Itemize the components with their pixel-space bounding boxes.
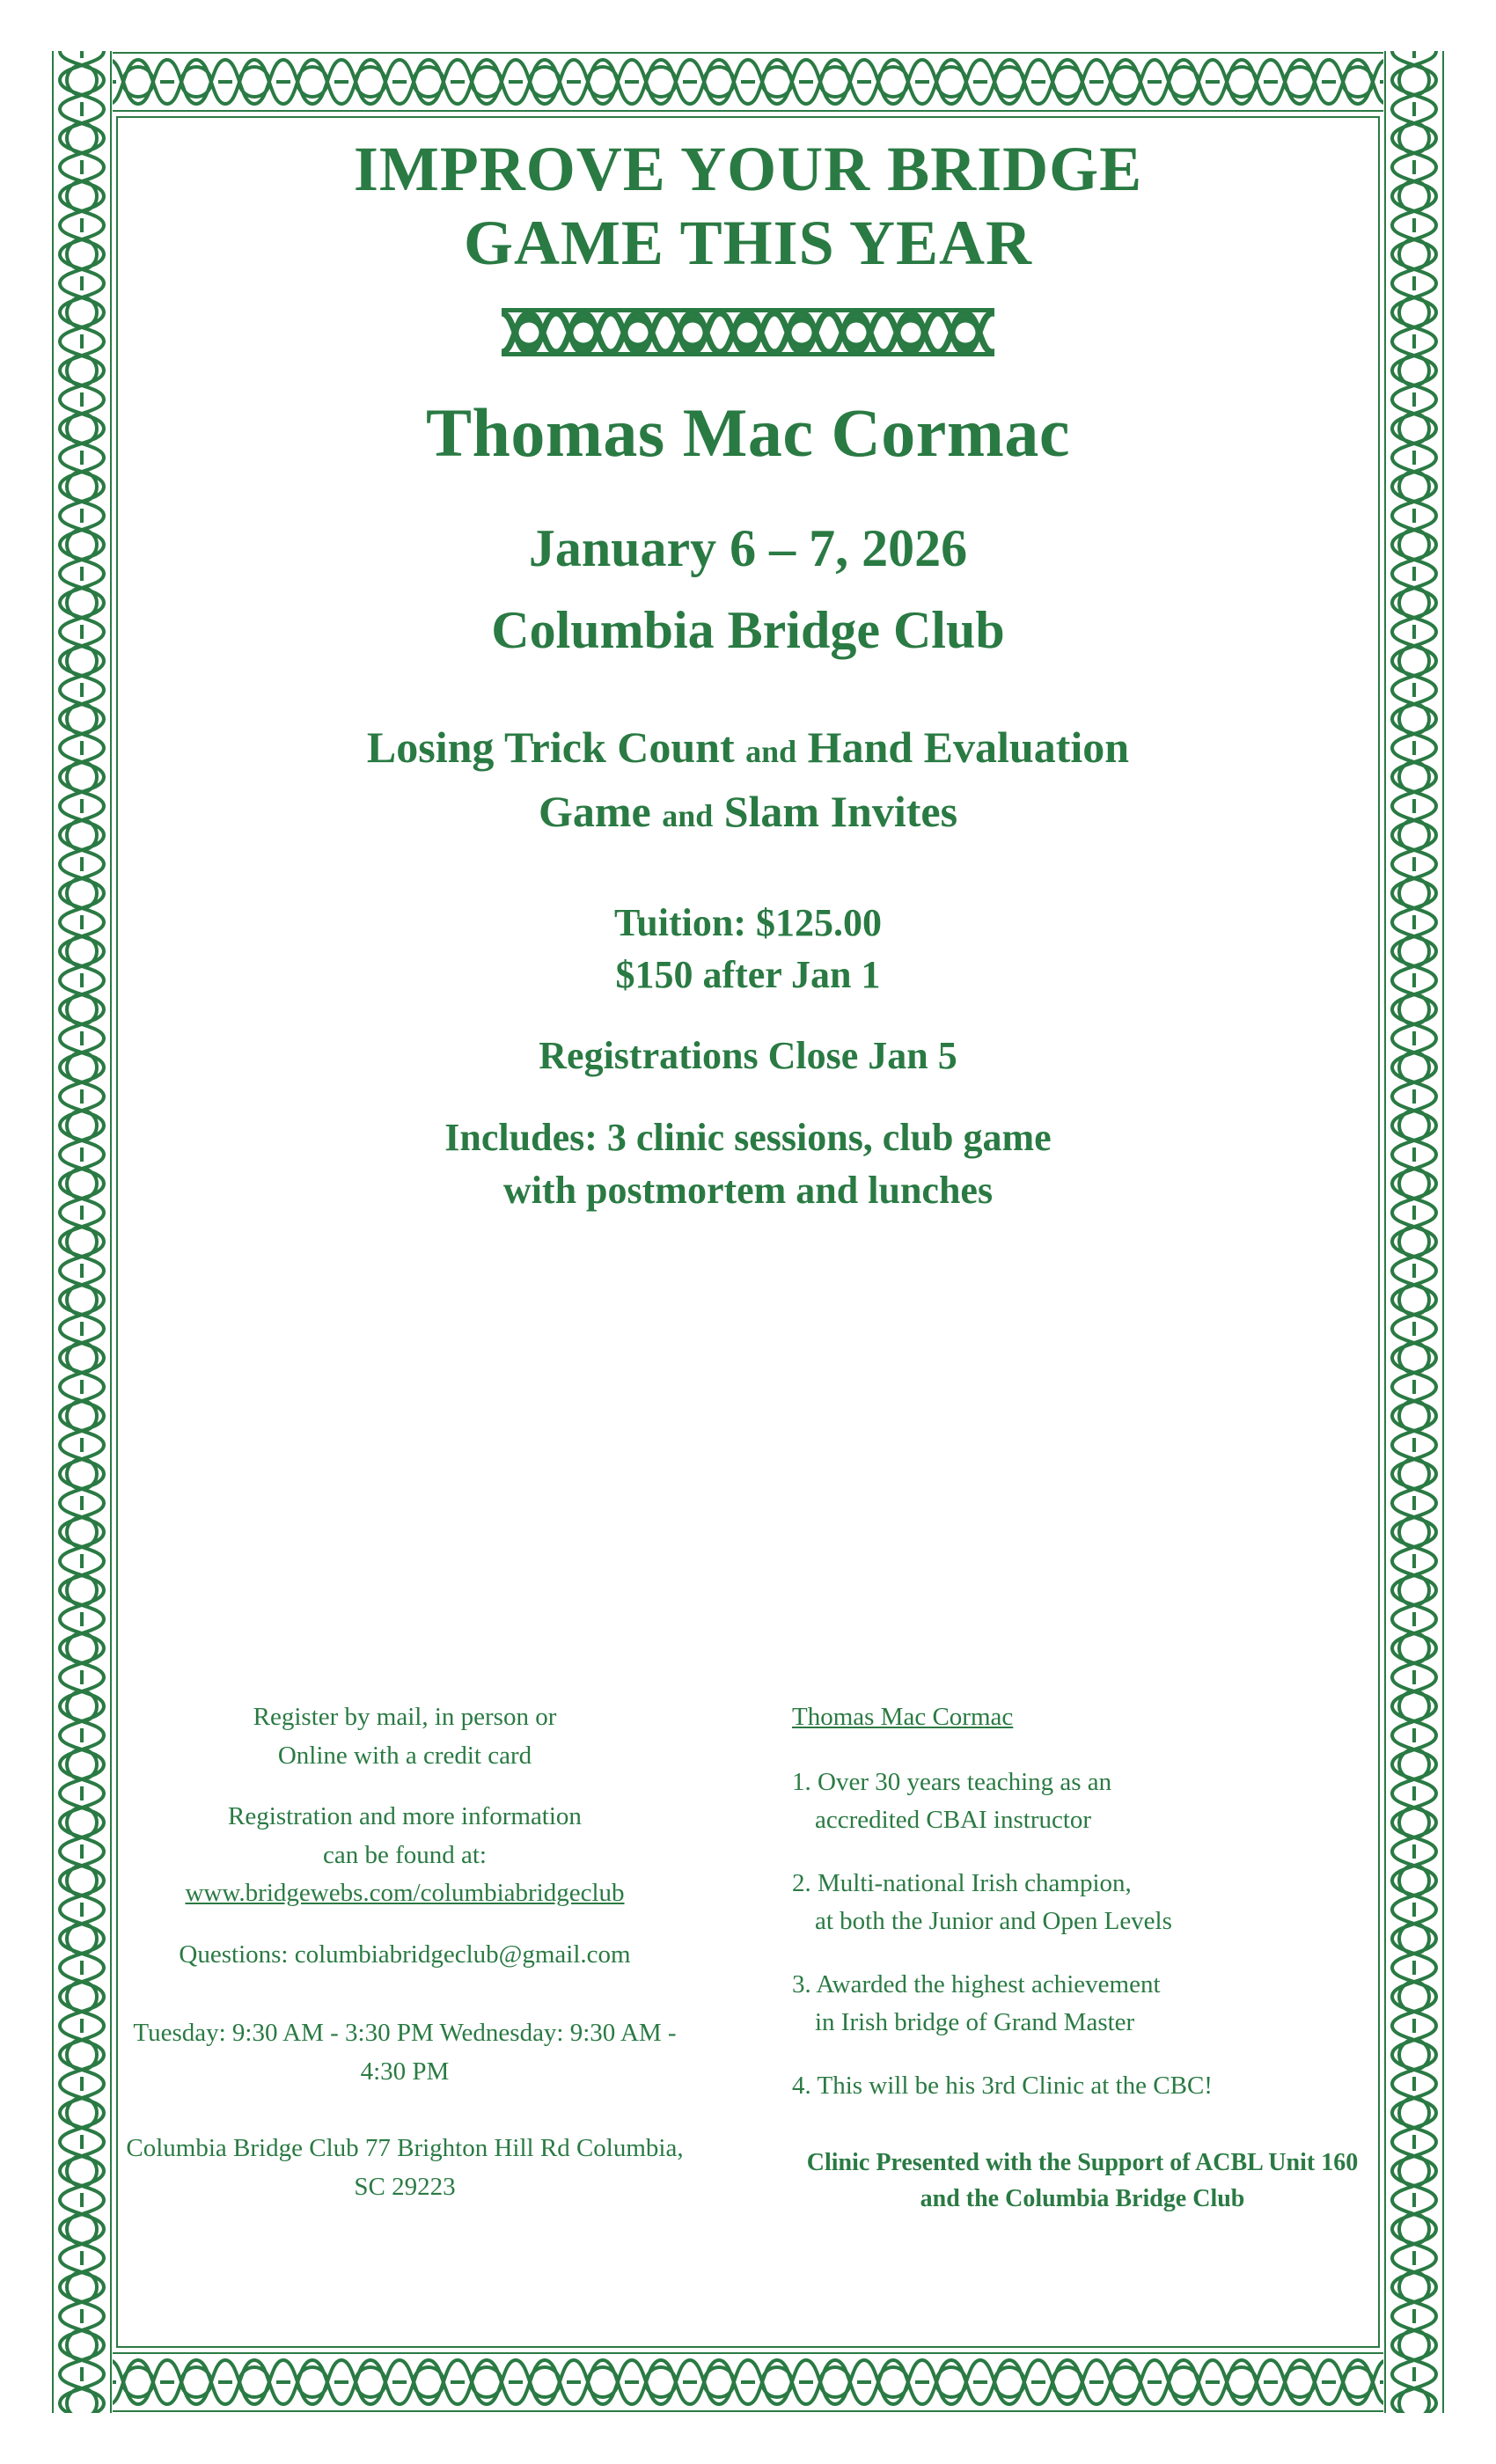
poster-content [123,132,1373,1216]
bio-item-2-line-1: 2. Multi-national Irish champion, [792,1868,1132,1897]
tuition-price: Tuition: $125.00 [613,901,882,945]
topic-2a: Game [538,786,651,836]
register-line-2: Online with a credit card [277,1741,532,1770]
bio-item-3-line-2: in Irish bridge of Grand Master [815,2008,1135,2036]
celtic-knot-border-left [51,51,113,2413]
bio-item-3 [792,1966,1373,2042]
registration-close: Registrations Close Jan 5 [539,1033,957,1077]
presenter-name: Thomas Mac Cormac [425,394,1071,472]
address-line-1: Columbia Bridge Club [126,2134,359,2162]
late-price: $150 after Jan 1 [615,952,881,996]
event-dates: January 6 – 7, 2026 [528,519,968,578]
schedule-wednesday: Wednesday: 9:30 AM - 4:30 PM [360,2019,677,2086]
includes-line-1: Includes: 3 clinic sessions, club game [444,1115,1052,1159]
topic-line-1 [123,715,1373,780]
registration-column [123,1698,686,2217]
celtic-knot-border-top [51,51,1445,113]
address-line-3: Columbia, SC 29223 [354,2134,684,2201]
questions-email[interactable]: Questions: columbiabridgeclub@gmail.com [179,1940,631,1969]
includes-line-2: with postmortem and lunches [502,1168,994,1212]
venue-address [123,2130,686,2206]
register-methods [123,1698,686,1775]
includes-section [123,1111,1373,1217]
info-line-2: can be found at: [322,1840,487,1869]
schedule-tuesday: Tuesday: 9:30 AM - 3:30 PM [133,2019,434,2047]
website-link[interactable]: www.bridgewebs.com/columbiabridgeclub [185,1879,625,1907]
bio-item-2 [792,1865,1373,1941]
bio-item-4 [792,2067,1373,2106]
info-line-1: Registration and more information [228,1802,582,1830]
topic-1-conj: and [745,734,797,770]
schedule-block [123,2014,686,2091]
headline-line-1: IMPROVE YOUR BRIDGE [353,134,1143,204]
sponsor-note [792,2145,1373,2217]
bio-item-1-line-1: 1. Over 30 years teaching as an [792,1767,1112,1796]
topics-section [123,715,1373,843]
celtic-knot-border-right [1383,51,1445,2413]
bio-item-2-line-2: at both the Junior and Open Levels [815,1907,1172,1935]
page-title [229,132,1267,280]
topic-2-conj: and [662,797,714,833]
bio-heading: Thomas Mac Cormac [792,1703,1014,1731]
celtic-knot-border-bottom [51,2351,1445,2413]
headline-line-2: GAME THIS YEAR [463,208,1033,279]
bio-item-1-line-2: accredited CBAI instructor [815,1806,1092,1834]
pricing-section [123,898,1373,1216]
bio-item-3-line-1: 3. Awarded the highest achievement [792,1969,1161,1998]
register-line-1: Register by mail, in person or [253,1703,557,1731]
sponsor-line-2: ACBL Unit 160 and the Columbia Bridge Club [920,2149,1359,2212]
bottom-columns [123,1698,1373,2217]
topic-2b: Slam Invites [723,786,958,836]
address-line-2: 77 Brighton Hill Rd [364,2134,570,2162]
bio-item-4-line-1: 4. This will be his 3rd Clinic at the CBC! [792,2071,1213,2100]
more-information [123,1798,686,1913]
celtic-knot-divider [502,303,994,361]
topic-1b: Hand Evaluation [807,722,1130,773]
event-venue: Columbia Bridge Club [491,601,1005,660]
topic-1a: Losing Trick Count [366,722,735,773]
sponsor-line-1: Clinic Presented with the Support of [806,2149,1191,2176]
bio-item-1 [792,1764,1373,1840]
topic-line-2 [123,780,1373,844]
instructor-bio-column [792,1698,1373,2217]
